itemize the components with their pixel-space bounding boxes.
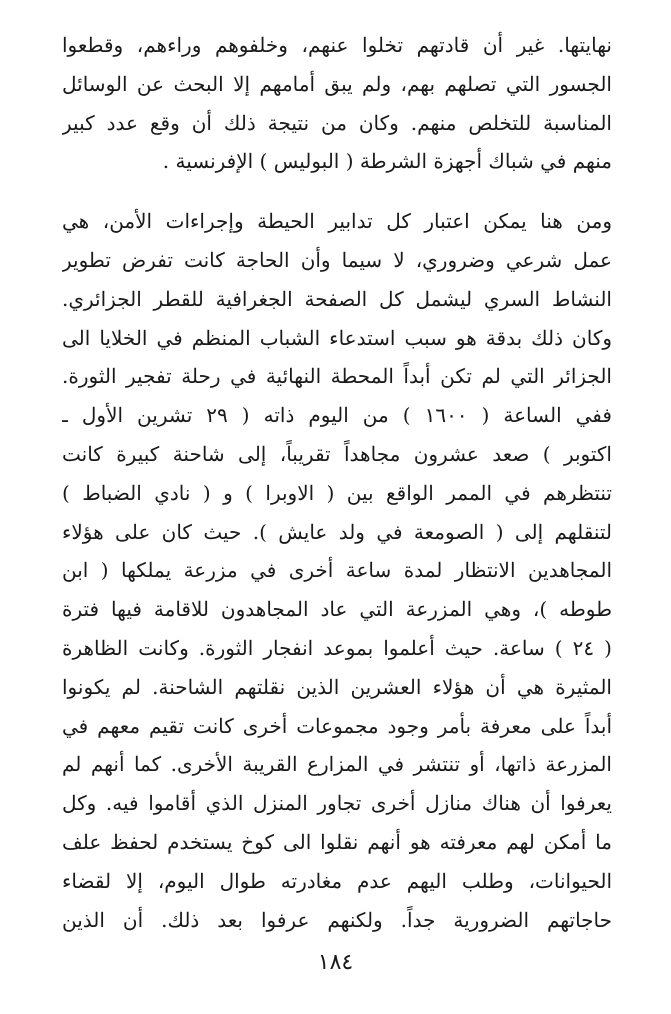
text-line: لتنقلهم إلى ( الصومعة في ولد عايش ). حيث كان على هؤلاء <box>62 519 612 544</box>
text-line: عمل شرعي وضروري، لا سيما وأن الحاجة كانت تفرض تطوير <box>62 247 612 272</box>
text-line: ففي الساعة ( ١٦٠٠ ) من اليوم ذاته ( ٢٩ تشرين الأول ـ <box>62 403 612 428</box>
text-line: ما أمكن لهم معرفته هو أنهم نقلوا الى كوخ يستخدم لحفظ علف <box>62 829 612 854</box>
text-line: ( ٢٤ ) ساعة. حيث أعلموا بموعد انفجار الثورة. وكانت الظاهرة <box>62 635 612 660</box>
text-line: المجاهدين الانتظار لمدة ساعة أخرى في مزرعة يملكها ( ابن <box>62 558 612 583</box>
text-line: الجسور التي تصلهم بهم، ولم يبق أمامهم إلا البحث عن الوسائل <box>62 71 612 96</box>
text-line: المناسبة للتخلص منهم. وكان من نتيجة ذلك أن وقع عدد كبير <box>62 110 612 135</box>
text-line: الجزائر التي لم تكن أبداً المحطة النهائية في رحلة تفجير الثورة. <box>62 364 612 389</box>
text-line: نهايتها. غير أن قادتهم تخلوا عنهم، وخلفوهم وراءهم، وقطعوا <box>62 33 612 57</box>
text-line: يعرفوا أن هناك منازل أخرى تجاور المنزل الذي أقاموا فيه. وكل <box>62 791 612 816</box>
page-body <box>62 26 612 939</box>
text-line: منهم في شباك أجهزة الشرطة ( البوليس ) الإفرنسية . <box>162 149 612 174</box>
text-line: الحيوانات، وطلب اليهم عدم مغادرته طوال اليوم، إلا لقضاء <box>62 868 612 893</box>
text-line: أبداً على معرفة بأمر وجود مجموعات أخرى كانت تقيم معهم في <box>62 713 612 738</box>
text-line: حاجاتهم الضرورية جداً. ولكنهم عرفوا بعد ذلك. أن الذين <box>62 907 612 932</box>
text-line: النشاط السري ليشمل كل الصفحة الجغرافية للقطر الجزائري. <box>62 286 612 311</box>
text-line: المثيرة هي أن هؤلاء العشرين الذين نقلتهم الشاحنة. لم يكونوا <box>62 674 612 699</box>
text-line: تنتظرهم في الممر الواقع بين ( الاوبرا ) و ( نادي الضباط ) <box>62 480 612 505</box>
paragraph-gap <box>62 181 612 202</box>
paragraph-1 <box>62 26 612 181</box>
text-line: المزرعة ذاتها، أو تنتشر في المزارع القريبة الأخرى. كما أنهم لم <box>62 752 612 777</box>
text-line: اكتوبر ) صعد عشرون مجاهداً تقريباً، إلى شاحنة كبيرة كانت <box>62 441 612 466</box>
text-line: وكان ذلك بدقة هو سبب استدعاء الشباب المنظم في الخلايا الى <box>62 325 612 350</box>
page-number: ١٨٤ <box>317 950 354 975</box>
text-line: طوطه )، وهي المزرعة التي عاد المجاهدون للاقامة فيها فترة <box>62 597 612 622</box>
paragraph-2 <box>62 202 612 939</box>
text-line: ومن هنا يمكن اعتبار كل تدابير الحيطة وإجراءات الأمن، هي <box>62 209 612 234</box>
